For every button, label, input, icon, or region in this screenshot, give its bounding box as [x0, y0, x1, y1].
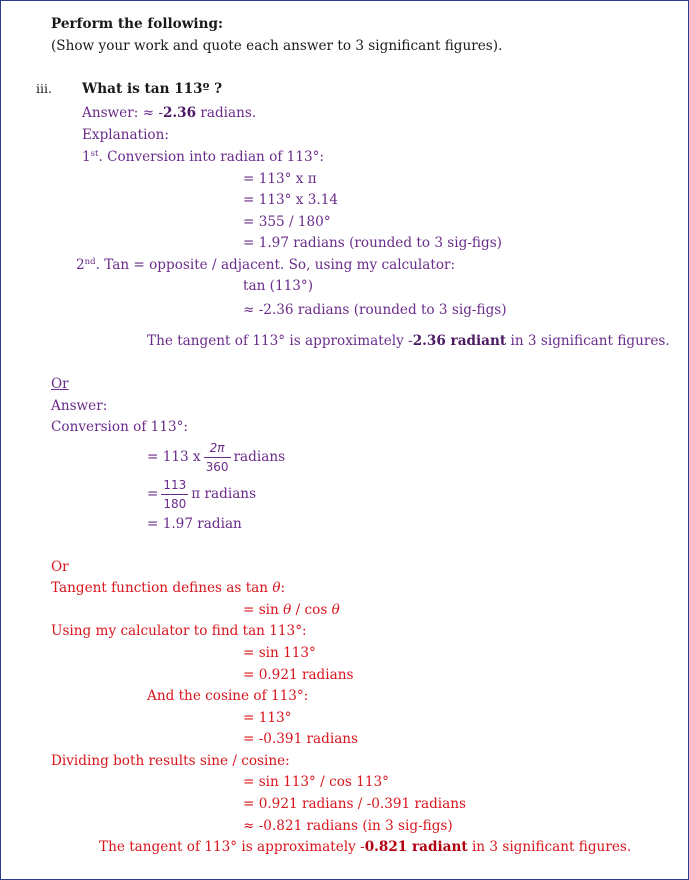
cosine-line: = 113° [243, 710, 292, 726]
theta-symbol: θ [283, 602, 292, 618]
divide-line: = sin 113° / cos 113° [243, 774, 389, 790]
fraction-numerator: 2π [204, 441, 231, 458]
method1-step2 [76, 256, 455, 274]
question-number: iii. [36, 81, 52, 96]
method3-conclusion [99, 838, 631, 856]
method3-divide-label: Dividing both results sine / cosine: [51, 753, 290, 769]
method2-conversion-label: Conversion of 113°: [51, 419, 189, 435]
method2-answer-label: Answer: [51, 398, 108, 414]
method3-definition [51, 579, 285, 597]
method3-calc-label: Using my calculator to find tan 113°: [51, 623, 307, 639]
answer-suffix: radians. [196, 105, 257, 121]
heading-instruction: (Show your work and quote each answer to 3 significant figures). [51, 38, 503, 54]
heading-title: Perform the following: [51, 16, 223, 32]
step1-line: = 113° x π [243, 171, 317, 187]
conclusion-pre: The tangent of 113° is approximately - [147, 333, 413, 349]
method3-definition-formula [243, 601, 340, 619]
step1-ordinal: 1 [82, 149, 91, 165]
formula-part-a: = sin [243, 602, 284, 618]
step1-ordinal-suffix: st [90, 149, 99, 159]
conclusion-post: in 3 significant figures. [467, 839, 632, 855]
answer-value: 2.36 [162, 105, 197, 121]
conclusion-pre: The tangent of 113° is approximately - [99, 839, 365, 855]
method1-conclusion [147, 332, 670, 350]
method2-result: = 1.97 radian [147, 516, 242, 532]
fraction-line-1-pre: = 113 x [147, 449, 201, 465]
formula-part-b: / cos [291, 602, 332, 618]
divide-line: ≈ -0.821 radians (in 3 sig-figs) [243, 818, 453, 834]
method1-answer [82, 104, 256, 122]
fraction-line-1-post: radians [233, 449, 286, 465]
method1-explanation-label: Explanation: [82, 127, 169, 143]
definition-pre: Tangent function defines as tan [51, 580, 273, 596]
theta-symbol: θ [272, 580, 281, 596]
method2-fraction-line-2 [147, 475, 256, 513]
fraction-line-2-post: π radians [191, 486, 257, 502]
fraction-numerator: 113 [161, 478, 188, 495]
step2-line: ≈ -2.36 radians (rounded to 3 sig-figs) [243, 302, 507, 318]
conclusion-bold: 0.821 radiant [364, 839, 468, 855]
fraction-113-over-180 [161, 478, 188, 512]
step2-ordinal-suffix: nd [84, 257, 96, 267]
fraction-line-2-pre: = [147, 486, 159, 502]
conclusion-bold: 2.36 radiant [412, 333, 507, 349]
step1-line: = 1.97 radians (rounded to 3 sig-figs) [243, 235, 502, 251]
fraction-2pi-over-360 [204, 441, 231, 475]
method2-or-label: Or [51, 376, 69, 392]
step2-ordinal: 2 [76, 257, 85, 273]
fraction-denominator: 360 [205, 459, 229, 474]
question-text: What is tan 113º ? [82, 81, 223, 97]
fraction-denominator: 180 [163, 496, 187, 511]
definition-post: : [280, 580, 286, 596]
method3-cosine-label: And the cosine of 113°: [147, 688, 309, 704]
step2-text: . Tan = opposite / adjacent. So, using my calculator: [95, 257, 456, 273]
conclusion-post: in 3 significant figures. [506, 333, 670, 349]
divide-line: = 0.921 radians / -0.391 radians [243, 796, 466, 812]
method3-or-label: Or [51, 559, 69, 575]
sine-line: = 0.921 radians [243, 667, 354, 683]
method1-step1 [82, 148, 324, 166]
step1-line: = 113° x 3.14 [243, 192, 339, 208]
sine-line: = sin 113° [243, 645, 316, 661]
cosine-line: = -0.391 radians [243, 731, 359, 747]
theta-symbol: θ [331, 602, 340, 618]
step2-line: tan (113°) [243, 278, 313, 294]
step1-text: . Conversion into radian of 113°: [98, 149, 324, 165]
step1-line: = 355 / 180° [243, 214, 331, 230]
method2-fraction-line-1 [147, 438, 285, 476]
answer-prefix: Answer: ≈ - [82, 105, 163, 121]
